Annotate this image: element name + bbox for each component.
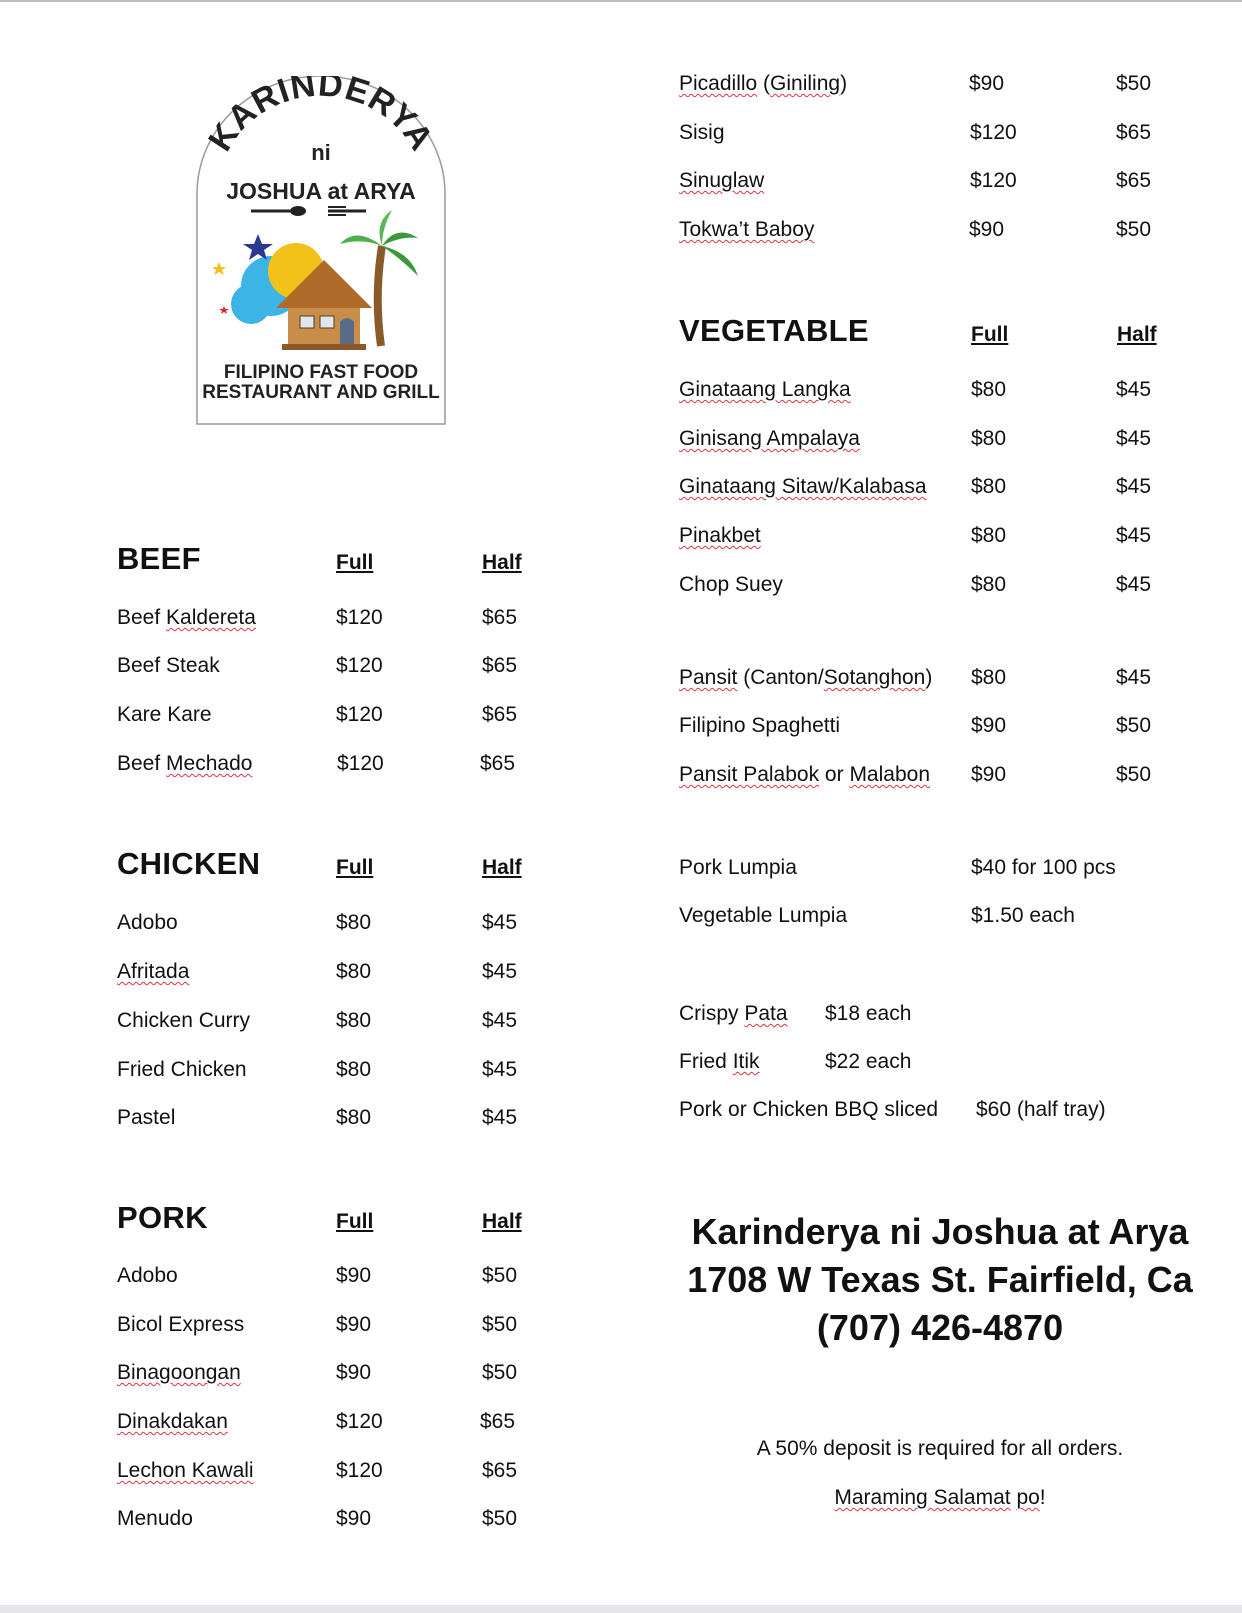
- menu-item-name: Vegetable Lumpia: [679, 904, 848, 927]
- menu-item-full-price: $80: [971, 427, 1007, 450]
- menu-item-full-price: $120: [336, 1410, 383, 1433]
- menu-item-name: Afritada: [117, 960, 190, 983]
- menu-item-full-price: $120: [336, 654, 383, 677]
- menu-item-full-price: $90: [336, 1361, 372, 1384]
- menu-item-full-price: $120: [970, 169, 1017, 192]
- pork-full-header: Full: [336, 1210, 374, 1233]
- menu-item-price: $1.50 each: [971, 904, 1075, 927]
- menu-item-price: $18 each: [825, 1002, 912, 1025]
- menu-item-half-price: $65: [1116, 169, 1152, 192]
- beef-half-header: Half: [482, 551, 522, 574]
- restaurant-contact-block: [640, 1208, 1240, 1352]
- menu-item-half-price: $65: [482, 654, 518, 677]
- chicken-half-header: Half: [482, 856, 522, 879]
- menu-item-name: Adobo: [117, 911, 178, 934]
- menu-item-name: Kare Kare: [117, 703, 212, 726]
- restaurant-address: 1708 W Texas St. Fairfield, Ca: [687, 1259, 1193, 1300]
- chicken-full-header: Full: [336, 856, 374, 879]
- menu-item-name: Pork Lumpia: [679, 856, 797, 879]
- menu-item-full-price: $80: [971, 378, 1007, 401]
- logo-ni: ni: [311, 140, 331, 165]
- menu-item-name: Adobo: [117, 1264, 178, 1287]
- menu-item-half-price: $65: [482, 703, 518, 726]
- menu-item-full-price: $120: [337, 752, 384, 775]
- menu-item-half-price: $65: [480, 752, 516, 775]
- menu-item-name: Pansit (Canton/Sotanghon): [679, 666, 933, 689]
- menu-item-full-price: $80: [971, 524, 1007, 547]
- menu-item-half-price: $50: [482, 1264, 518, 1287]
- menu-item-half-price: $45: [1116, 378, 1152, 401]
- menu-item-half-price: $45: [482, 1106, 518, 1129]
- menu-item-name: Pinakbet: [679, 524, 761, 547]
- menu-item-half-price: $45: [482, 1009, 518, 1032]
- menu-item-name: Ginataang Langka: [679, 378, 851, 401]
- menu-item-half-price: $65: [480, 1410, 516, 1433]
- menu-item-full-price: $80: [336, 1106, 372, 1129]
- menu-item-full-price: $90: [336, 1264, 372, 1287]
- menu-item-half-price: $45: [1116, 427, 1152, 450]
- pork-heading: PORK: [117, 1200, 208, 1235]
- menu-item-name: Picadillo (Giniling): [679, 72, 848, 95]
- menu-item-name: Pork or Chicken BBQ sliced: [679, 1098, 939, 1121]
- menu-item-full-price: $120: [336, 606, 383, 629]
- menu-item-half-price: $45: [482, 960, 518, 983]
- menu-item-half-price: $65: [482, 606, 518, 629]
- menu-item-name: Filipino Spaghetti: [679, 714, 841, 737]
- menu-item-half-price: $45: [1116, 573, 1152, 596]
- menu-item-half-price: $45: [1116, 524, 1152, 547]
- restaurant-phone: (707) 426-4870: [816, 1307, 1064, 1348]
- menu-item-name: Tokwa’t Baboy: [679, 218, 815, 241]
- menu-item-name: Beef Mechado: [117, 752, 253, 775]
- menu-item-name: Lechon Kawali: [117, 1459, 254, 1482]
- menu-item-full-price: $80: [971, 475, 1007, 498]
- logo-graphic: [196, 76, 446, 426]
- menu-item-half-price: $45: [482, 1058, 518, 1081]
- menu-item-half-price: $65: [1116, 121, 1152, 144]
- menu-item-half-price: $45: [1116, 475, 1152, 498]
- menu-item-name: Chop Suey: [679, 573, 783, 596]
- vegetable-half-header: Half: [1117, 323, 1157, 346]
- menu-item-full-price: $120: [336, 703, 383, 726]
- logo-tagline-1: FILIPINO FAST FOOD: [223, 362, 419, 383]
- menu-item-name: Fried Chicken: [117, 1058, 247, 1081]
- menu-item-half-price: $45: [482, 911, 518, 934]
- vegetable-heading: VEGETABLE: [679, 313, 869, 348]
- deposit-note: A 50% deposit is required for all orders.: [756, 1437, 1124, 1460]
- menu-item-full-price: $80: [336, 1058, 372, 1081]
- restaurant-logo: [196, 76, 446, 426]
- logo-names: JOSHUA at ARYA: [226, 178, 416, 204]
- menu-item-half-price: $50: [482, 1507, 518, 1530]
- chicken-heading: CHICKEN: [117, 846, 261, 881]
- menu-item-full-price: $80: [336, 911, 372, 934]
- menu-item-name: Pansit Palabok or Malabon: [679, 763, 930, 786]
- menu-item-name: Dinakdakan: [117, 1410, 228, 1433]
- beef-full-header: Full: [336, 551, 374, 574]
- menu-item-name: Bicol Express: [117, 1313, 245, 1336]
- menu-item-full-price: $80: [971, 573, 1007, 596]
- menu-item-half-price: $45: [1116, 666, 1152, 689]
- menu-item-full-price: $90: [969, 218, 1005, 241]
- menu-item-full-price: $90: [969, 72, 1005, 95]
- menu-item-full-price: $90: [971, 763, 1007, 786]
- menu-item-name: Sinuglaw: [679, 169, 765, 192]
- menu-item-name: Fried Itik: [679, 1050, 760, 1073]
- menu-item-name: Pastel: [117, 1106, 176, 1129]
- vegetable-full-header: Full: [971, 323, 1009, 346]
- menu-item-full-price: $80: [971, 666, 1007, 689]
- menu-item-price: $22 each: [825, 1050, 912, 1073]
- beef-heading: BEEF: [117, 541, 201, 576]
- menu-item-name: Beef Steak: [117, 654, 220, 677]
- menu-item-half-price: $65: [482, 1459, 518, 1482]
- menu-item-name: Menudo: [117, 1507, 193, 1530]
- menu-item-half-price: $50: [1116, 218, 1152, 241]
- menu-item-full-price: $90: [971, 714, 1007, 737]
- thank-you-note: Maraming Salamat po!: [834, 1486, 1046, 1509]
- menu-item-name: Ginisang Ampalaya: [679, 427, 860, 450]
- menu-item-name: Beef Kaldereta: [117, 606, 256, 629]
- menu-item-name: Crispy Pata: [679, 1002, 788, 1025]
- restaurant-name: Karinderya ni Joshua at Arya: [691, 1211, 1189, 1252]
- logo-arc-text: KARINDERYA: [201, 76, 441, 158]
- menu-item-name: Chicken Curry: [117, 1009, 251, 1032]
- menu-item-half-price: $50: [1116, 763, 1152, 786]
- menu-item-half-price: $50: [482, 1361, 518, 1384]
- logo-tagline-2: RESTAURANT AND GRILL: [202, 382, 440, 403]
- menu-item-half-price: $50: [1116, 714, 1152, 737]
- menu-item-full-price: $120: [970, 121, 1017, 144]
- menu-item-half-price: $50: [1116, 72, 1152, 95]
- menu-item-full-price: $90: [336, 1507, 372, 1530]
- menu-item-price: $60 (half tray): [976, 1098, 1106, 1121]
- menu-item-name: Binagoongan: [117, 1361, 241, 1384]
- menu-item-full-price: $80: [336, 960, 372, 983]
- menu-item-half-price: $50: [482, 1313, 518, 1336]
- menu-item-full-price: $80: [336, 1009, 372, 1032]
- menu-item-full-price: $90: [336, 1313, 372, 1336]
- menu-item-name: Ginataang Sitaw/Kalabasa: [679, 475, 927, 498]
- menu-item-full-price: $120: [336, 1459, 383, 1482]
- bottom-border: [0, 1605, 1242, 1613]
- menu-item-price: $40 for 100 pcs: [971, 856, 1116, 879]
- pork-half-header: Half: [482, 1210, 522, 1233]
- menu-item-name: Sisig: [679, 121, 725, 144]
- top-border: [0, 0, 1242, 2]
